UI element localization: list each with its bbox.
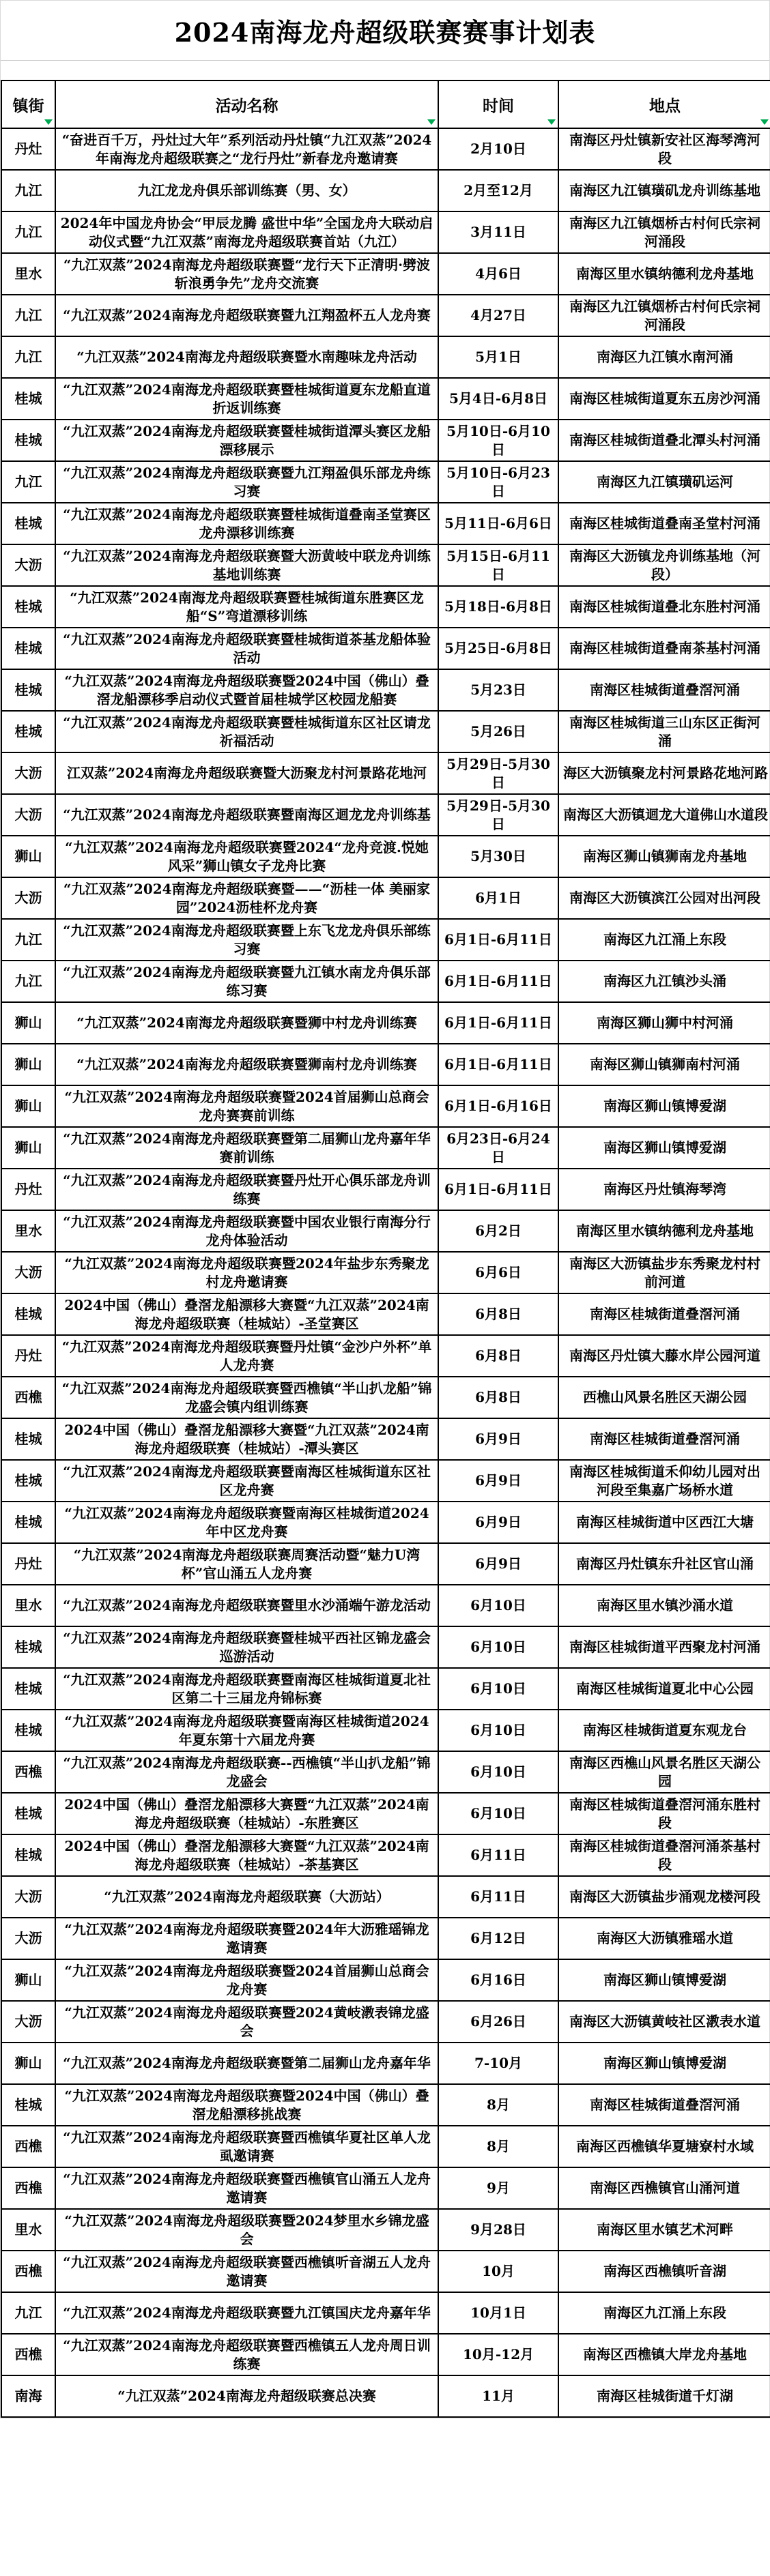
cell-time: 6月11日 [438,1876,558,1918]
table-row [1,919,770,961]
table-row [1,461,770,503]
cell-location: 南海区里水镇纳德利龙舟基地 [558,1210,770,1252]
cell-town: 桂城 [1,1834,55,1876]
cell-activity: “九江双蒸”2024南海龙舟超级联赛暨里水沙涌端午游龙活动 [55,1585,438,1626]
cell-time: 5月10日-6月10日 [438,420,558,461]
cell-town: 狮山 [1,1085,55,1127]
cell-time: 6月10日 [438,1751,558,1793]
cell-location: 南海区里水镇沙涌水道 [558,1585,770,1626]
table-row [1,420,770,461]
cell-time: 10月-12月 [438,2334,558,2375]
cell-location: 南海区狮山镇博爱湖 [558,1127,770,1169]
cell-location: 南海区桂城街道叠滘河涌 [558,2084,770,2126]
cell-location: 南海区桂城街道中区西江大塘 [558,1502,770,1543]
cell-activity: “九江双蒸”2024南海龙舟超级联赛暨桂城平西社区锦龙盛会巡游活动 [55,1626,438,1668]
table-row [1,1668,770,1710]
table-row [1,586,770,628]
cell-time: 6月1日-6月16日 [438,1085,558,1127]
table-row [1,1293,770,1335]
cell-location: 西樵山风景名胜区天湖公园 [558,1377,770,1418]
cell-activity: “九江双蒸”2024南海龙舟超级联赛暨西樵镇“半山扒龙船”锦龙盛会镇内组训练赛 [55,1377,438,1418]
cell-time: 11月 [438,2375,558,2417]
cell-activity: “九江双蒸”2024南海龙舟超级联赛暨桂城街道夏东龙船直道折返训练赛 [55,378,438,420]
table-row [1,2084,770,2126]
cell-town: 大沥 [1,1252,55,1293]
cell-activity: “九江双蒸”2024南海龙舟超级联赛暨2024中国（佛山）叠滘龙船漂移季启动仪式暨首届桂城学区校园龙船赛 [55,669,438,711]
cell-time: 7-10月 [438,2043,558,2084]
cell-location: 南海区大沥镇黄岐社区漖表水道 [558,2001,770,2043]
cell-activity: “九江双蒸”2024南海龙舟超级联赛暨九江镇国庆龙舟嘉年华 [55,2292,438,2334]
table-row [1,128,770,170]
table-row [1,1543,770,1585]
cell-location: 南海区里水镇纳德利龙舟基地 [558,253,770,295]
cell-location: 南海区桂城街道叠滘河涌茶基村段 [558,1834,770,1876]
cell-activity: “九江双蒸”2024南海龙舟超级联赛暨2024年大沥雅瑶锦龙邀请赛 [55,1918,438,1959]
cell-time: 4月6日 [438,253,558,295]
cell-time: 2月10日 [438,128,558,170]
cell-location: 南海区桂城街道叠滘河涌 [558,1293,770,1335]
cell-time: 6月23日-6月24日 [438,1127,558,1169]
cell-location: 南海区狮山狮中村河涌 [558,1002,770,1044]
cell-activity: “九江双蒸”2024南海龙舟超级联赛暨九江镇水南龙舟俱乐部练习赛 [55,961,438,1002]
cell-location: 南海区桂城街道叠滘河涌东胜村段 [558,1793,770,1834]
cell-time: 6月10日 [438,1793,558,1834]
cell-location: 南海区桂城街道千灯湖 [558,2375,770,2417]
table-row [1,1876,770,1918]
table-row [1,711,770,752]
cell-location: 南海区狮山镇狮南村河涌 [558,1044,770,1085]
cell-activity: “九江双蒸”2024南海龙舟超级联赛暨——“沥桂一体 美丽家园”2024沥桂杯龙舟赛 [55,877,438,919]
cell-time: 6月9日 [438,1460,558,1502]
cell-activity: “九江双蒸”2024南海龙舟超级联赛--西樵镇“半山扒龙船”锦龙盛会 [55,1751,438,1793]
cell-location: 南海区狮山镇博爱湖 [558,1959,770,2001]
cell-activity: “九江双蒸”2024南海龙舟超级联赛周赛活动暨“魅力U湾杯”官山涌五人龙舟赛 [55,1543,438,1585]
cell-activity: 江双蒸”2024南海龙舟超级联赛暨大沥聚龙村河景路花地河 [55,752,438,794]
cell-time: 6月8日 [438,1377,558,1418]
filter-dropdown-icon[interactable] [760,119,769,125]
column-header-time-label: 时间 [483,96,514,115]
cell-location: 南海区桂城街道夏东观龙台 [558,1710,770,1751]
cell-time: 9月28日 [438,2209,558,2251]
cell-activity: “九江双蒸”2024南海龙舟超级联赛暨2024“龙舟竞渡.悦她风采”狮山镇女子龙舟比赛 [55,836,438,877]
cell-time: 6月6日 [438,1252,558,1293]
cell-location: 南海区大沥镇滨江公园对出河段 [558,877,770,919]
table-row [1,794,770,836]
cell-location: 南海区丹灶镇新安社区海琴湾河段 [558,128,770,170]
cell-activity: 2024中国（佛山）叠滘龙船漂移大赛暨“九江双蒸”2024南海龙舟超级联赛（桂城站）-潭头赛区 [55,1418,438,1460]
cell-time: 6月9日 [438,1502,558,1543]
cell-town: 桂城 [1,378,55,420]
cell-town: 西樵 [1,2251,55,2292]
cell-location: 海区大沥镇聚龙村河景路花地河路 [558,752,770,794]
table-row [1,2126,770,2167]
cell-town: 丹灶 [1,1169,55,1210]
cell-time: 5月11日-6月6日 [438,503,558,544]
cell-activity: “九江双蒸”2024南海龙舟超级联赛暨“龙行天下正清明·劈波斩浪勇争先”龙舟交流赛 [55,253,438,295]
table-row [1,1085,770,1127]
cell-activity: “九江双蒸”2024南海龙舟超级联赛暨2024首届狮山总商会龙舟赛 [55,1959,438,2001]
cell-time: 6月1日 [438,877,558,919]
cell-activity: “九江双蒸”2024南海龙舟超级联赛暨2024梦里水乡锦龙盛会 [55,2209,438,2251]
cell-activity: “九江双蒸”2024南海龙舟超级联赛暨丹灶镇“金沙户外杯”单人龙舟赛 [55,1335,438,1377]
cell-location: 南海区桂城街道叠滘河涌 [558,669,770,711]
cell-activity: “九江双蒸”2024南海龙舟超级联赛暨桂城街道潭头赛区龙船漂移展示 [55,420,438,461]
cell-activity: 九江龙龙舟俱乐部训练赛（男、女） [55,170,438,211]
cell-town: 西樵 [1,1377,55,1418]
cell-town: 桂城 [1,1293,55,1335]
column-header-activity [55,80,438,128]
cell-town: 狮山 [1,836,55,877]
column-header-town-label: 镇街 [12,96,44,115]
cell-activity: “九江双蒸”2024南海龙舟超级联赛暨第二届狮山龙舟嘉年华 [55,2043,438,2084]
cell-town: 西樵 [1,2334,55,2375]
cell-time: 10月 [438,2251,558,2292]
table-row [1,752,770,794]
cell-town: 大沥 [1,544,55,586]
cell-location: 南海区狮山镇博爱湖 [558,2043,770,2084]
cell-time: 4月27日 [438,295,558,336]
cell-activity: “九江双蒸”2024南海龙舟超级联赛暨西樵镇五人龙舟周日训练赛 [55,2334,438,2375]
cell-town: 狮山 [1,1127,55,1169]
cell-location: 南海区九江镇水南河涌 [558,336,770,378]
table-row [1,2209,770,2251]
cell-location: 南海区九江镇璜矶龙舟训练基地 [558,170,770,211]
cell-town: 桂城 [1,503,55,544]
cell-activity: “九江双蒸”2024南海龙舟超级联赛暨桂城街道东胜赛区龙船“S”弯道漂移训练 [55,586,438,628]
cell-location: 南海区桂城街道夏北中心公园 [558,1668,770,1710]
table-row [1,1460,770,1502]
table-row [1,503,770,544]
cell-town: 桂城 [1,711,55,752]
cell-town: 里水 [1,2209,55,2251]
cell-time: 6月16日 [438,1959,558,2001]
cell-location: 南海区西樵镇听音湖 [558,2251,770,2292]
cell-location: 南海区西樵镇官山涌河道 [558,2167,770,2209]
table-row [1,2001,770,2043]
cell-town: 狮山 [1,2043,55,2084]
cell-time: 5月29日-5月30日 [438,794,558,836]
cell-activity: “九江双蒸”2024南海龙舟超级联赛暨狮中村龙舟训练赛 [55,1002,438,1044]
table-row [1,1377,770,1418]
cell-location: 南海区西樵镇大岸龙舟基地 [558,2334,770,2375]
cell-activity: “九江双蒸”2024南海龙舟超级联赛暨西樵镇华夏社区单人龙虱邀请赛 [55,2126,438,2167]
cell-location: 南海区桂城街道叠滘河涌 [558,1418,770,1460]
table-row [1,2292,770,2334]
cell-activity: “九江双蒸”2024南海龙舟超级联赛暨第二届狮山龙舟嘉年华赛前训练 [55,1127,438,1169]
cell-time: 6月11日 [438,1834,558,1876]
cell-town: 桂城 [1,669,55,711]
cell-location: 南海区狮山镇博爱湖 [558,1085,770,1127]
cell-activity: “九江双蒸”2024南海龙舟超级联赛暨水南趣味龙舟活动 [55,336,438,378]
cell-location: 南海区桂城街道平西聚龙村河涌 [558,1626,770,1668]
table-row [1,1626,770,1668]
table-row [1,2251,770,2292]
cell-activity: “九江双蒸”2024南海龙舟超级联赛（大沥站） [55,1876,438,1918]
cell-town: 桂城 [1,1502,55,1543]
table-row [1,1502,770,1543]
cell-activity: “九江双蒸”2024南海龙舟超级联赛暨丹灶开心俱乐部龙舟训练赛 [55,1169,438,1210]
cell-location: 南海区里水镇艺术河畔 [558,2209,770,2251]
cell-activity: “九江双蒸”2024南海龙舟超级联赛暨2024中国（佛山）叠滘龙船漂移挑战赛 [55,2084,438,2126]
table-row [1,1751,770,1793]
cell-time: 5月23日 [438,669,558,711]
cell-activity: “九江双蒸”2024南海龙舟超级联赛暨大沥黄岐中联龙舟训练基地训练赛 [55,544,438,586]
cell-town: 大沥 [1,1918,55,1959]
cell-town: 九江 [1,336,55,378]
schedule-table [1,80,770,2418]
table-row [1,628,770,669]
cell-activity: “九江双蒸”2024南海龙舟超级联赛暨南海区桂城街道2024年夏东第十六届龙舟赛 [55,1710,438,1751]
table-row [1,378,770,420]
cell-location: 南海区九江镇沙头涌 [558,961,770,1002]
cell-town: 桂城 [1,628,55,669]
table-row [1,2334,770,2375]
cell-activity: 2024中国（佛山）叠滘龙船漂移大赛暨“九江双蒸”2024南海龙舟超级联赛（桂城站）-茶基赛区 [55,1834,438,1876]
cell-town: 丹灶 [1,1335,55,1377]
cell-time: 6月8日 [438,1293,558,1335]
table-row [1,1710,770,1751]
cell-location: 南海区大沥镇盐步涌观龙楼河段 [558,1876,770,1918]
table-row [1,1918,770,1959]
cell-town: 九江 [1,2292,55,2334]
cell-time: 5月10日-6月23日 [438,461,558,503]
cell-activity: “九江双蒸”2024南海龙舟超级联赛暨2024黄岐漖表锦龙盛会 [55,2001,438,2043]
column-header-time [438,80,558,128]
cell-town: 南海 [1,2375,55,2417]
column-header-location [558,80,770,128]
column-header-town [1,80,55,128]
cell-town: 桂城 [1,1668,55,1710]
cell-location: 南海区桂城街道叠南圣堂村河涌 [558,503,770,544]
table-row [1,1002,770,1044]
cell-location: 南海区桂城街道叠北潭头村河涌 [558,420,770,461]
cell-location: 南海区西樵山风景名胜区天湖公园 [558,1751,770,1793]
cell-activity: “九江双蒸”2024南海龙舟超级联赛暨狮南村龙舟训练赛 [55,1044,438,1085]
cell-time: 5月4日-6月8日 [438,378,558,420]
cell-town: 狮山 [1,1959,55,2001]
column-header-activity-label: 活动名称 [215,96,279,115]
cell-location: 南海区九江镇烟桥古村何氏宗祠河涌段 [558,211,770,253]
cell-time: 6月1日-6月11日 [438,1002,558,1044]
cell-town: 九江 [1,919,55,961]
cell-time: 6月10日 [438,1585,558,1626]
cell-town: 大沥 [1,752,55,794]
cell-activity: “九江双蒸”2024南海龙舟超级联赛暨桂城街道东区社区请龙祈福活动 [55,711,438,752]
cell-time: 6月2日 [438,1210,558,1252]
table-row [1,295,770,336]
cell-location: 南海区大沥镇雅瑶水道 [558,1918,770,1959]
cell-time: 9月 [438,2167,558,2209]
cell-time: 5月15日-6月11日 [438,544,558,586]
cell-town: 桂城 [1,1793,55,1834]
table-row [1,253,770,295]
cell-activity: “九江双蒸”2024南海龙舟超级联赛暨九江翔盈俱乐部龙舟练习赛 [55,461,438,503]
table-row [1,211,770,253]
cell-activity: “九江双蒸”2024南海龙舟超级联赛暨西樵镇听音湖五人龙舟邀请赛 [55,2251,438,2292]
cell-location: 南海区桂城街道叠北东胜村河涌 [558,586,770,628]
cell-time: 6月1日-6月11日 [438,919,558,961]
cell-activity: “九江双蒸”2024南海龙舟超级联赛暨南海区桂城街道夏北社区第二十三届龙舟锦标赛 [55,1668,438,1710]
cell-time: 5月1日 [438,336,558,378]
table-row [1,1418,770,1460]
cell-town: 里水 [1,253,55,295]
cell-location: 南海区九江涌上东段 [558,919,770,961]
cell-town: 西樵 [1,2167,55,2209]
cell-location: 南海区桂城街道夏东五房沙河涌 [558,378,770,420]
cell-activity: “九江双蒸”2024南海龙舟超级联赛暨南海区桂城街道2024年中区龙舟赛 [55,1502,438,1543]
cell-town: 大沥 [1,794,55,836]
cell-activity: “九江双蒸”2024南海龙舟超级联赛暨南海区桂城街道东区社区龙舟赛 [55,1460,438,1502]
table-row [1,669,770,711]
cell-location: 南海区丹灶镇大藤水岸公园河道 [558,1335,770,1377]
cell-time: 6月9日 [438,1418,558,1460]
cell-time: 3月11日 [438,211,558,253]
cell-time: 10月1日 [438,2292,558,2334]
cell-town: 桂城 [1,420,55,461]
cell-location: 南海区大沥镇龙舟训练基地（河段） [558,544,770,586]
cell-location: 南海区丹灶镇东升社区官山涌 [558,1543,770,1585]
cell-activity: 2024中国（佛山）叠滘龙船漂移大赛暨“九江双蒸”2024南海龙舟超级联赛（桂城站）-东胜赛区 [55,1793,438,1834]
table-row [1,1959,770,2001]
cell-activity: “九江双蒸”2024南海龙舟超级联赛暨桂城街道茶基龙船体验活动 [55,628,438,669]
cell-town: 桂城 [1,586,55,628]
table-row [1,961,770,1002]
cell-activity: “奋进百千万，丹灶过大年”系列活动丹灶镇“九江双蒸”2024年南海龙舟超级联赛之“龙行丹灶”新春龙舟邀请赛 [55,128,438,170]
cell-time: 6月10日 [438,1668,558,1710]
cell-time: 6月10日 [438,1626,558,1668]
cell-activity: “九江双蒸”2024南海龙舟超级联赛暨上东飞龙龙舟俱乐部练习赛 [55,919,438,961]
table-row [1,1793,770,1834]
cell-town: 大沥 [1,877,55,919]
cell-location: 南海区大沥镇盐步东秀聚龙村村前河道 [558,1252,770,1293]
cell-town: 桂城 [1,1626,55,1668]
table-row [1,170,770,211]
cell-time: 6月1日-6月11日 [438,1169,558,1210]
cell-location: 南海区九江镇烟桥古村何氏宗祠河涌段 [558,295,770,336]
cell-time: 6月1日-6月11日 [438,1044,558,1085]
cell-time: 6月26日 [438,2001,558,2043]
cell-activity: “九江双蒸”2024南海龙舟超级联赛暨中国农业银行南海分行龙舟体验活动 [55,1210,438,1252]
cell-town: 九江 [1,961,55,1002]
cell-town: 大沥 [1,1876,55,1918]
cell-town: 桂城 [1,1418,55,1460]
title-table-gap [1,61,769,80]
cell-activity: “九江双蒸”2024南海龙舟超级联赛暨2024年盐步东秀聚龙村龙舟邀请赛 [55,1252,438,1293]
table-row [1,836,770,877]
cell-activity: “九江双蒸”2024南海龙舟超级联赛总决赛 [55,2375,438,2417]
table-row [1,336,770,378]
cell-town: 九江 [1,170,55,211]
cell-activity: “九江双蒸”2024南海龙舟超级联赛暨九江翔盈杯五人龙舟赛 [55,295,438,336]
cell-town: 桂城 [1,1710,55,1751]
cell-time: 5月26日 [438,711,558,752]
cell-time: 6月8日 [438,1335,558,1377]
cell-town: 里水 [1,1585,55,1626]
cell-time: 8月 [438,2126,558,2167]
cell-location: 南海区西樵镇华夏塘寮村水域 [558,2126,770,2167]
cell-location: 南海区九江镇璜矶运河 [558,461,770,503]
title-row [1,1,769,61]
cell-town: 西樵 [1,1751,55,1793]
cell-location: 南海区狮山镇狮南龙舟基地 [558,836,770,877]
cell-town: 桂城 [1,1460,55,1502]
cell-time: 5月25日-6月8日 [438,628,558,669]
cell-location: 南海区九江涌上东段 [558,2292,770,2334]
cell-town: 丹灶 [1,128,55,170]
cell-time: 6月1日-6月11日 [438,961,558,1002]
header-row [1,80,770,128]
filter-dropdown-icon[interactable] [44,119,53,125]
cell-activity: “九江双蒸”2024南海龙舟超级联赛暨南海区迴龙龙舟训练基 [55,794,438,836]
cell-time: 5月30日 [438,836,558,877]
cell-location: 南海区桂城街道禾仰幼儿园对出河段至集嘉广场桥水道 [558,1460,770,1502]
table-row [1,2375,770,2417]
table-row [1,1044,770,1085]
cell-town: 大沥 [1,2001,55,2043]
table-row [1,2043,770,2084]
table-row [1,544,770,586]
cell-activity: 2024年中国龙舟协会“甲辰龙腾 盛世中华”全国龙舟大联动启动仪式暨“九江双蒸”南海龙舟超级联赛首站（九江） [55,211,438,253]
cell-activity: 2024中国（佛山）叠滘龙船漂移大赛暨“九江双蒸”2024南海龙舟超级联赛（桂城站）-圣堂赛区 [55,1293,438,1335]
cell-time: 5月18日-6月8日 [438,586,558,628]
cell-town: 里水 [1,1210,55,1252]
cell-location: 南海区桂城街道三山东区正街河涌 [558,711,770,752]
cell-time: 6月9日 [438,1543,558,1585]
cell-time: 6月12日 [438,1918,558,1959]
cell-activity: “九江双蒸”2024南海龙舟超级联赛暨桂城街道叠南圣堂赛区龙舟漂移训练赛 [55,503,438,544]
table-row [1,2167,770,2209]
cell-town: 西樵 [1,2126,55,2167]
cell-town: 狮山 [1,1002,55,1044]
cell-time: 6月10日 [438,1710,558,1751]
filter-dropdown-icon[interactable] [547,119,556,125]
cell-time: 2月至12月 [438,170,558,211]
table-row [1,1210,770,1252]
cell-town: 丹灶 [1,1543,55,1585]
cell-activity: “九江双蒸”2024南海龙舟超级联赛暨西樵镇官山涌五人龙舟邀请赛 [55,2167,438,2209]
cell-location: 南海区桂城街道叠南茶基村河涌 [558,628,770,669]
cell-town: 九江 [1,295,55,336]
cell-activity: “九江双蒸”2024南海龙舟超级联赛暨2024首届狮山总商会龙舟赛赛前训练 [55,1085,438,1127]
cell-town: 桂城 [1,2084,55,2126]
table-row [1,1127,770,1169]
cell-time: 5月29日-5月30日 [438,752,558,794]
table-row [1,1834,770,1876]
cell-time: 8月 [438,2084,558,2126]
filter-dropdown-icon[interactable] [427,119,436,125]
cell-town: 九江 [1,461,55,503]
table-row [1,877,770,919]
table-row [1,1169,770,1210]
table-row [1,1585,770,1626]
table-row [1,1335,770,1377]
cell-town: 九江 [1,211,55,253]
page-title: 2024南海龙舟超级联赛赛事计划表 [174,17,596,48]
cell-location: 南海区大沥镇迴龙大道佛山水道段 [558,794,770,836]
column-header-location-label: 地点 [649,96,681,115]
cell-location: 南海区丹灶镇海琴湾 [558,1169,770,1210]
cell-town: 狮山 [1,1044,55,1085]
table-row [1,1252,770,1293]
